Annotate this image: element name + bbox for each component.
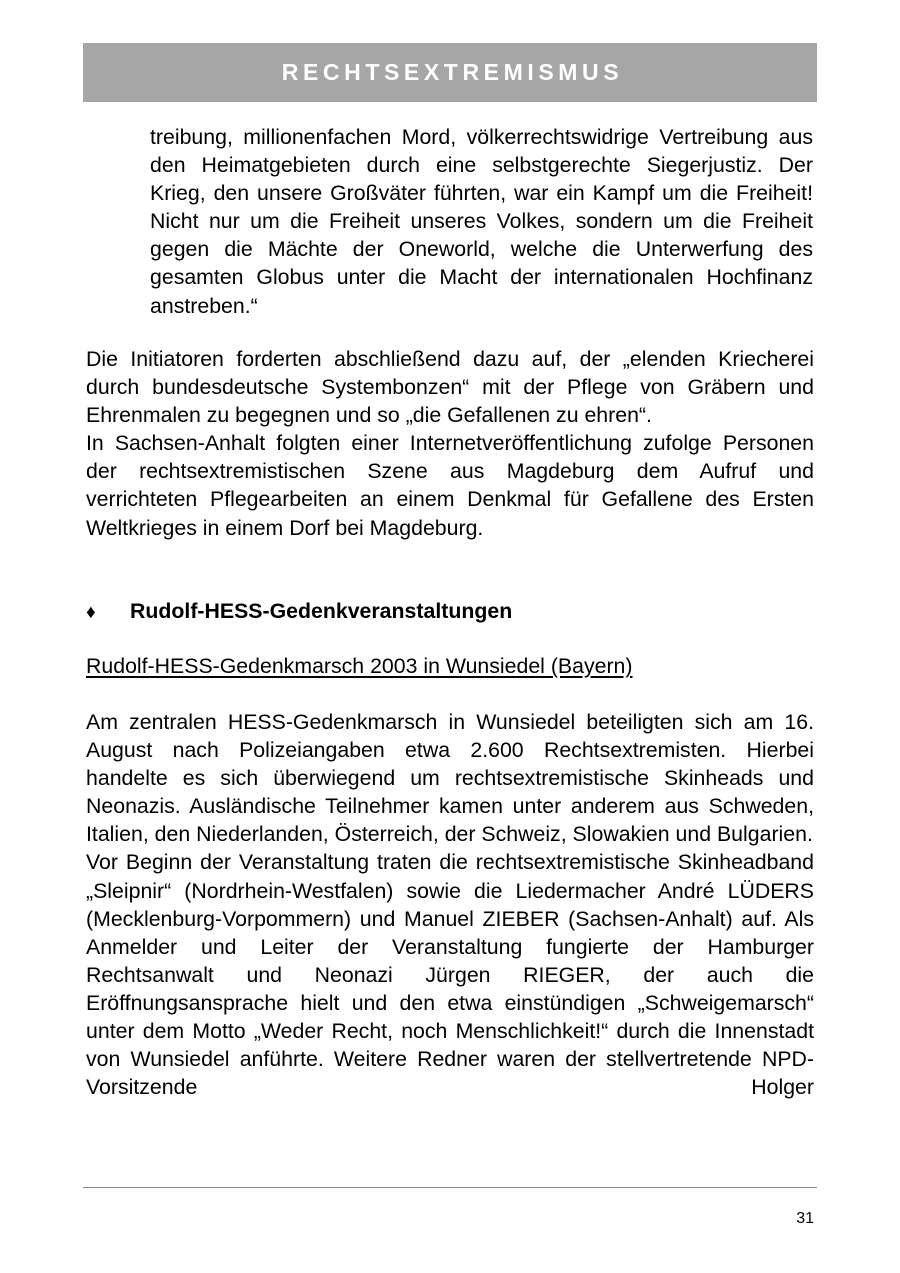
sub-heading: Rudolf-HESS-Gedenkmarsch 2003 in Wunsiedel (Bayern): [86, 654, 633, 678]
page-header-title: RECHTSEXTREMISMUS: [281, 59, 624, 85]
paragraph-event-details: Vor Beginn der Veranstaltung traten die rechtsextremistische Skinheadband „Sleipnir“ (Nordrhein-Westfalen) sowie die Liedermacher André LÜDERS (Mecklenburg-Vorpommern) und Manuel ZIEBER (Sachsen-Anhalt) auf. Als Anmelder und Leiter der Veranstaltung fungierte der Hamburger Rechtsanwalt und Neonazi Jürgen RIEGER, der auch die Eröffnungsansprache hielt und den etwa einstündigen „Schweigemarsch“ unter dem Motto „Weder Recht, noch Menschlichkeit!“ durch die Innenstadt von Wunsiedel anführte. Weitere Redner waren der stellvertretende NPD-Vorsitzende Holger: [86, 850, 814, 1100]
paragraph-sachsen-anhalt: In Sachsen-Anhalt folgten einer Internetveröffentlichung zufolge Personen der rechtsextremistischen Szene aus Magdeburg dem Aufruf und verrichteten Pflegearbeiten an einem Denkmal für Gefallene des Ersten Weltkrieges in einem Dorf bei Magdeburg.: [86, 431, 814, 540]
paragraph-wunsiedel: Am zentralen HESS-Gedenkmarsch in Wunsiedel beteiligten sich am 16. August nach Polizeiangaben etwa 2.600 Rechtsextremisten. Hierbei handelte es sich überwiegend um rechtsextremistische Skinheads und Neonazis. Ausländische Teilnehmer kamen unter anderem aus Schweden, Italien, den Niederlanden, Österreich, der Schweiz, Slowakien und Bulgarien.: [86, 710, 814, 847]
section1-paragraphs: [86, 345, 814, 542]
diamond-bullet-icon: ♦: [86, 602, 96, 623]
section-heading: [86, 597, 814, 627]
section2-paragraphs: [86, 708, 814, 1101]
quote-block: [150, 123, 813, 320]
quote-text: treibung, millionenfachen Mord, völkerrechtswidrige Vertreibung aus den Heimatgebieten durch eine selbstgerechte Siegerjustiz. Der Krieg, den unsere Großväter führten, war ein Kampf um die Freiheit! Nicht nur um die Freiheit unseres Volkes, sondern um die Freiheit gegen die Mächte der Oneworld, welche die Unterwerfung des gesamten Globus unter die Macht der internationalen Hochfinanz anstreben.“: [150, 125, 813, 318]
page-number: 31: [796, 1210, 814, 1227]
section-heading-text: Rudolf-HESS-Gedenkveranstaltungen: [130, 599, 513, 623]
header-bar: [83, 43, 817, 102]
footer-divider: [83, 1187, 817, 1188]
paragraph-initiators: Die Initiatoren forderten abschließend dazu auf, der „elenden Kriecherei durch bundesdeutsche Systembonzen“ mit der Pflege von Gräbern und Ehrenmalen zu begegnen und so „die Gefallenen zu ehren“.: [86, 347, 814, 428]
